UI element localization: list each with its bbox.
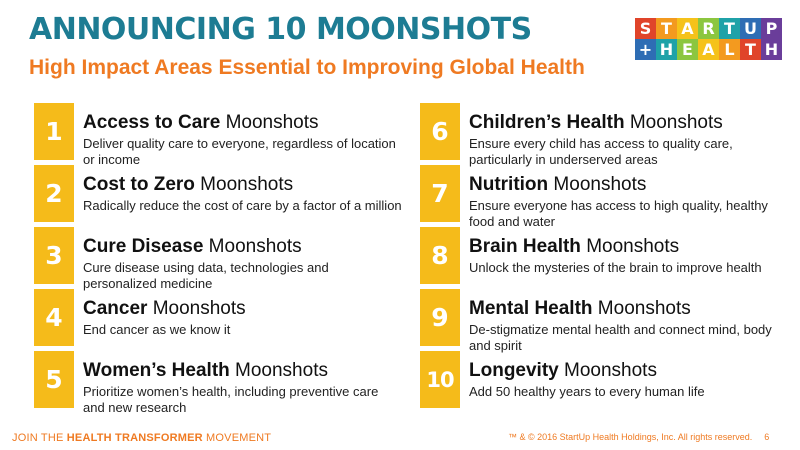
moonshot-description: Ensure every child has access to quality care, particularly in underserved areas bbox=[469, 136, 733, 167]
moonshot-suffix: Moonshots bbox=[592, 298, 691, 319]
moonshot-list-left bbox=[34, 103, 406, 413]
moonshot-name: Nutrition bbox=[469, 174, 549, 195]
moonshot-number-badge: 5 bbox=[34, 351, 74, 408]
moonshot-item bbox=[34, 227, 406, 289]
moonshot-suffix: Moonshots bbox=[558, 360, 657, 381]
logo-letter: L bbox=[719, 39, 740, 60]
footer-copyright bbox=[508, 432, 769, 442]
moonshot-item bbox=[420, 227, 792, 289]
moonshot-item bbox=[420, 351, 792, 413]
moonshot-description: End cancer as we know it bbox=[83, 322, 231, 337]
moonshot-title bbox=[469, 298, 691, 320]
moonshot-description: Radically reduce the cost of care by a factor of a million bbox=[83, 198, 402, 213]
moonshot-name: Access to Care bbox=[83, 112, 221, 133]
moonshot-suffix: Moonshots bbox=[229, 360, 328, 381]
logo-letter: H bbox=[761, 39, 782, 60]
logo-letter: T bbox=[719, 18, 740, 39]
moonshot-number-badge: 9 bbox=[420, 289, 460, 346]
moonshot-description: De-stigmatize mental health and connect mind, body and spirit bbox=[469, 322, 772, 353]
moonshot-suffix: Moonshots bbox=[548, 174, 647, 195]
moonshot-suffix: Moonshots bbox=[220, 112, 319, 133]
moonshot-description: Ensure everyone has access to high quality, healthy food and water bbox=[469, 198, 768, 229]
logo-letter: P bbox=[761, 18, 782, 39]
moonshot-item bbox=[34, 103, 406, 165]
moonshot-item bbox=[34, 165, 406, 227]
logo-letter: H bbox=[656, 39, 677, 60]
moonshot-title bbox=[83, 174, 293, 196]
moonshot-item bbox=[420, 165, 792, 227]
moonshot-number-badge: 6 bbox=[420, 103, 460, 160]
moonshot-name: Children’s Health bbox=[469, 112, 625, 133]
moonshot-suffix: Moonshots bbox=[147, 298, 246, 319]
startup-health-logo bbox=[635, 18, 784, 60]
moonshot-number-badge: 3 bbox=[34, 227, 74, 284]
logo-letter: + bbox=[635, 39, 656, 60]
footer-tagline-prefix: JOIN THE bbox=[12, 432, 67, 444]
moonshot-suffix: Moonshots bbox=[203, 236, 302, 257]
moonshot-title bbox=[83, 298, 246, 320]
moonshot-title bbox=[469, 174, 646, 196]
moonshot-description: Unlock the mysteries of the brain to improve health bbox=[469, 260, 762, 275]
moonshot-item bbox=[420, 289, 792, 351]
footer-tagline bbox=[12, 432, 271, 444]
moonshot-title bbox=[469, 112, 723, 134]
moonshot-suffix: Moonshots bbox=[194, 174, 294, 195]
moonshot-item bbox=[34, 289, 406, 351]
moonshot-name: Mental Health bbox=[469, 298, 593, 319]
moonshot-name: Cure Disease bbox=[83, 236, 204, 257]
moonshot-name: Women’s Health bbox=[83, 360, 230, 381]
moonshot-number-badge: 2 bbox=[34, 165, 74, 222]
logo-letter: S bbox=[635, 18, 656, 39]
moonshot-item bbox=[34, 351, 406, 413]
moonshot-number-badge: 10 bbox=[420, 351, 460, 408]
moonshot-description: Prioritize women’s health, including preventive care and new research bbox=[83, 384, 379, 415]
moonshot-description: Deliver quality care to everyone, regardless of location or income bbox=[83, 136, 396, 167]
moonshot-title bbox=[469, 236, 679, 258]
moonshot-name: Longevity bbox=[469, 360, 559, 381]
logo-top-row bbox=[635, 18, 784, 39]
logo-letter: T bbox=[740, 39, 761, 60]
page-title: ANNOUNCING 10 MOONSHOTS bbox=[29, 12, 532, 47]
moonshot-title bbox=[83, 236, 302, 258]
logo-bottom-row bbox=[635, 39, 784, 60]
moonshot-suffix: Moonshots bbox=[580, 236, 680, 257]
moonshot-description: Add 50 healthy years to every human life bbox=[469, 384, 705, 399]
logo-letter: A bbox=[698, 39, 719, 60]
logo-letter: A bbox=[677, 18, 698, 39]
page-number: 6 bbox=[764, 432, 770, 442]
logo-letter: T bbox=[656, 18, 677, 39]
moonshot-name: Brain Health bbox=[469, 236, 581, 257]
moonshot-number-badge: 7 bbox=[420, 165, 460, 222]
copyright-text: ™ & © 2016 StartUp Health Holdings, Inc. All rights reserved. bbox=[508, 432, 753, 442]
moonshot-suffix: Moonshots bbox=[624, 112, 723, 133]
moonshot-name: Cost to Zero bbox=[83, 174, 195, 195]
footer-tagline-suffix: MOVEMENT bbox=[202, 432, 272, 444]
moonshot-title bbox=[83, 112, 319, 134]
moonshot-number-badge: 4 bbox=[34, 289, 74, 346]
moonshot-description: Cure disease using data, technologies and personalized medicine bbox=[83, 260, 329, 291]
logo-letter: R bbox=[698, 18, 719, 39]
moonshot-number-badge: 8 bbox=[420, 227, 460, 284]
page-subtitle: High Impact Areas Essential to Improving Global Health bbox=[29, 56, 585, 79]
logo-letter: E bbox=[677, 39, 698, 60]
logo-letter: U bbox=[740, 18, 761, 39]
moonshot-title bbox=[83, 360, 328, 382]
footer-tagline-bold: HEALTH TRANSFORMER bbox=[66, 432, 203, 444]
moonshot-name: Cancer bbox=[83, 298, 148, 319]
moonshot-list-right bbox=[420, 103, 792, 413]
moonshot-number-badge: 1 bbox=[34, 103, 74, 160]
moonshot-title bbox=[469, 360, 657, 382]
moonshot-item bbox=[420, 103, 792, 165]
